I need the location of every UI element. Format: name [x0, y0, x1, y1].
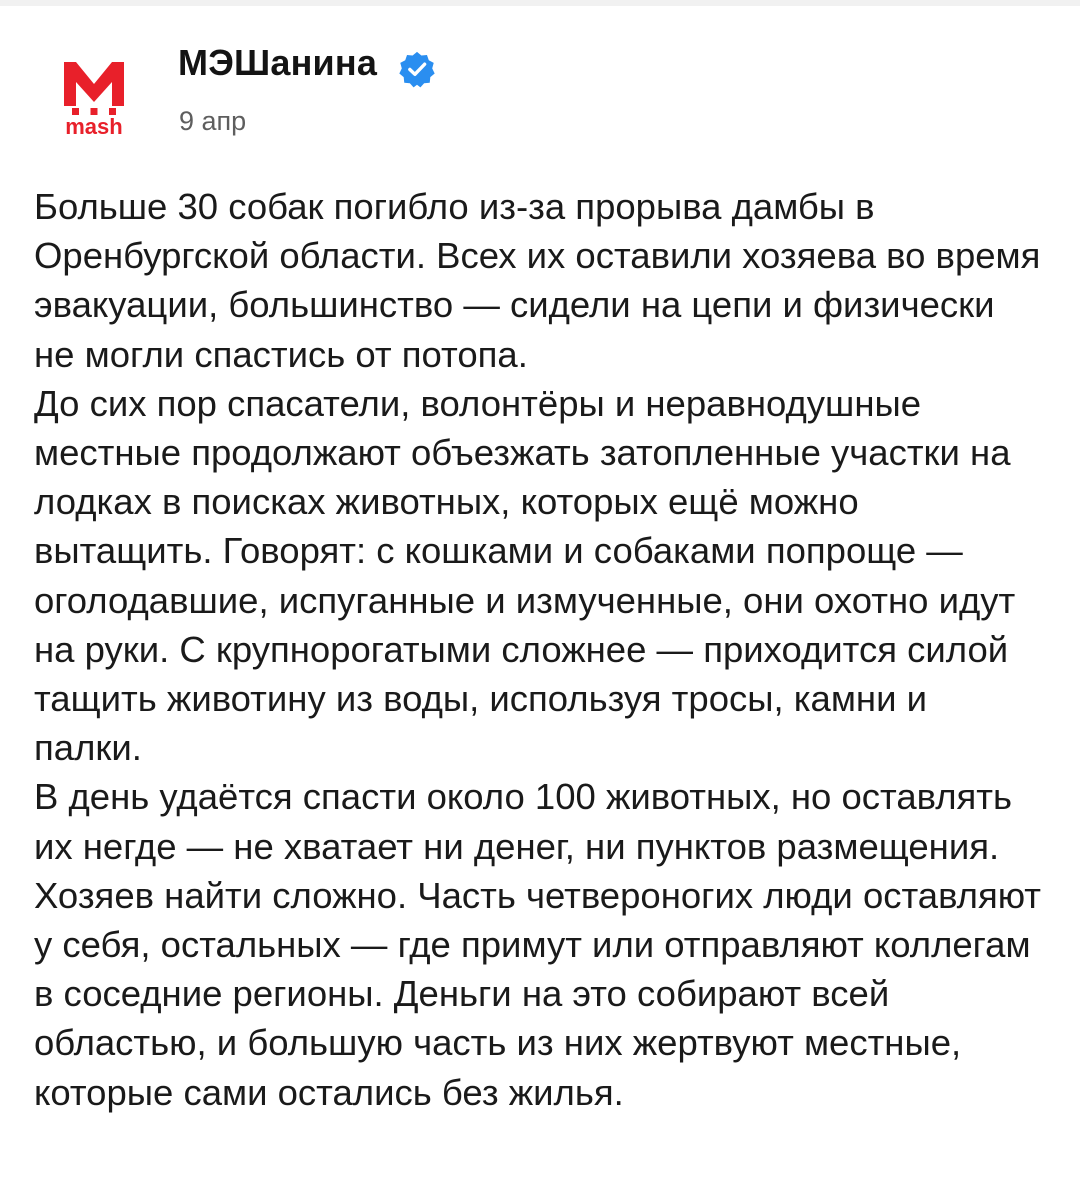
post-paragraph-3: В день удаётся спасти около 100 животных, но оставлять их негде — не хватает ни денег, ни пунктов размещения. Хозяев найти сложно. Часть четвероногих люди оставляют у себя, остальных — где примут или отправляют коллегам в соседние регионы. Деньги на это собирают всей областью, и большую часть из них жертвуют местные, которые сами остались без жилья.: [34, 776, 1042, 1113]
channel-name[interactable]: МЭШанина: [178, 42, 378, 83]
post-paragraph-1: Больше 30 собак погибло из-за прорыва дамбы в Оренбургской области. Всех их оставили хозяева во время эвакуации, большинство — сидели на цепи и физически не могли спастись от потопа.: [34, 186, 1041, 375]
avatar-wordmark: mash: [65, 114, 123, 136]
mash-logo-icon: [54, 50, 134, 136]
verified-badge-icon: [398, 50, 436, 88]
post-text: [34, 182, 1044, 1117]
post-date: 9 апр: [179, 106, 247, 136]
post-header: [0, 0, 1080, 160]
channel-avatar[interactable]: [40, 40, 148, 148]
post-paragraph-2: До сих пор спасатели, волонтёры и неравнодушные местные продолжают объезжать затопленные участки на лодках в поисках животных, которых ещё можно вытащить. Говорят: с кошками и собаками попроще — оголодавшие, испуганные и измученные, они охотно идут на руки. С крупнорогатыми сложнее — приходится силой тащить животину из воды, используя тросы, камни и палки.: [34, 382, 1016, 769]
